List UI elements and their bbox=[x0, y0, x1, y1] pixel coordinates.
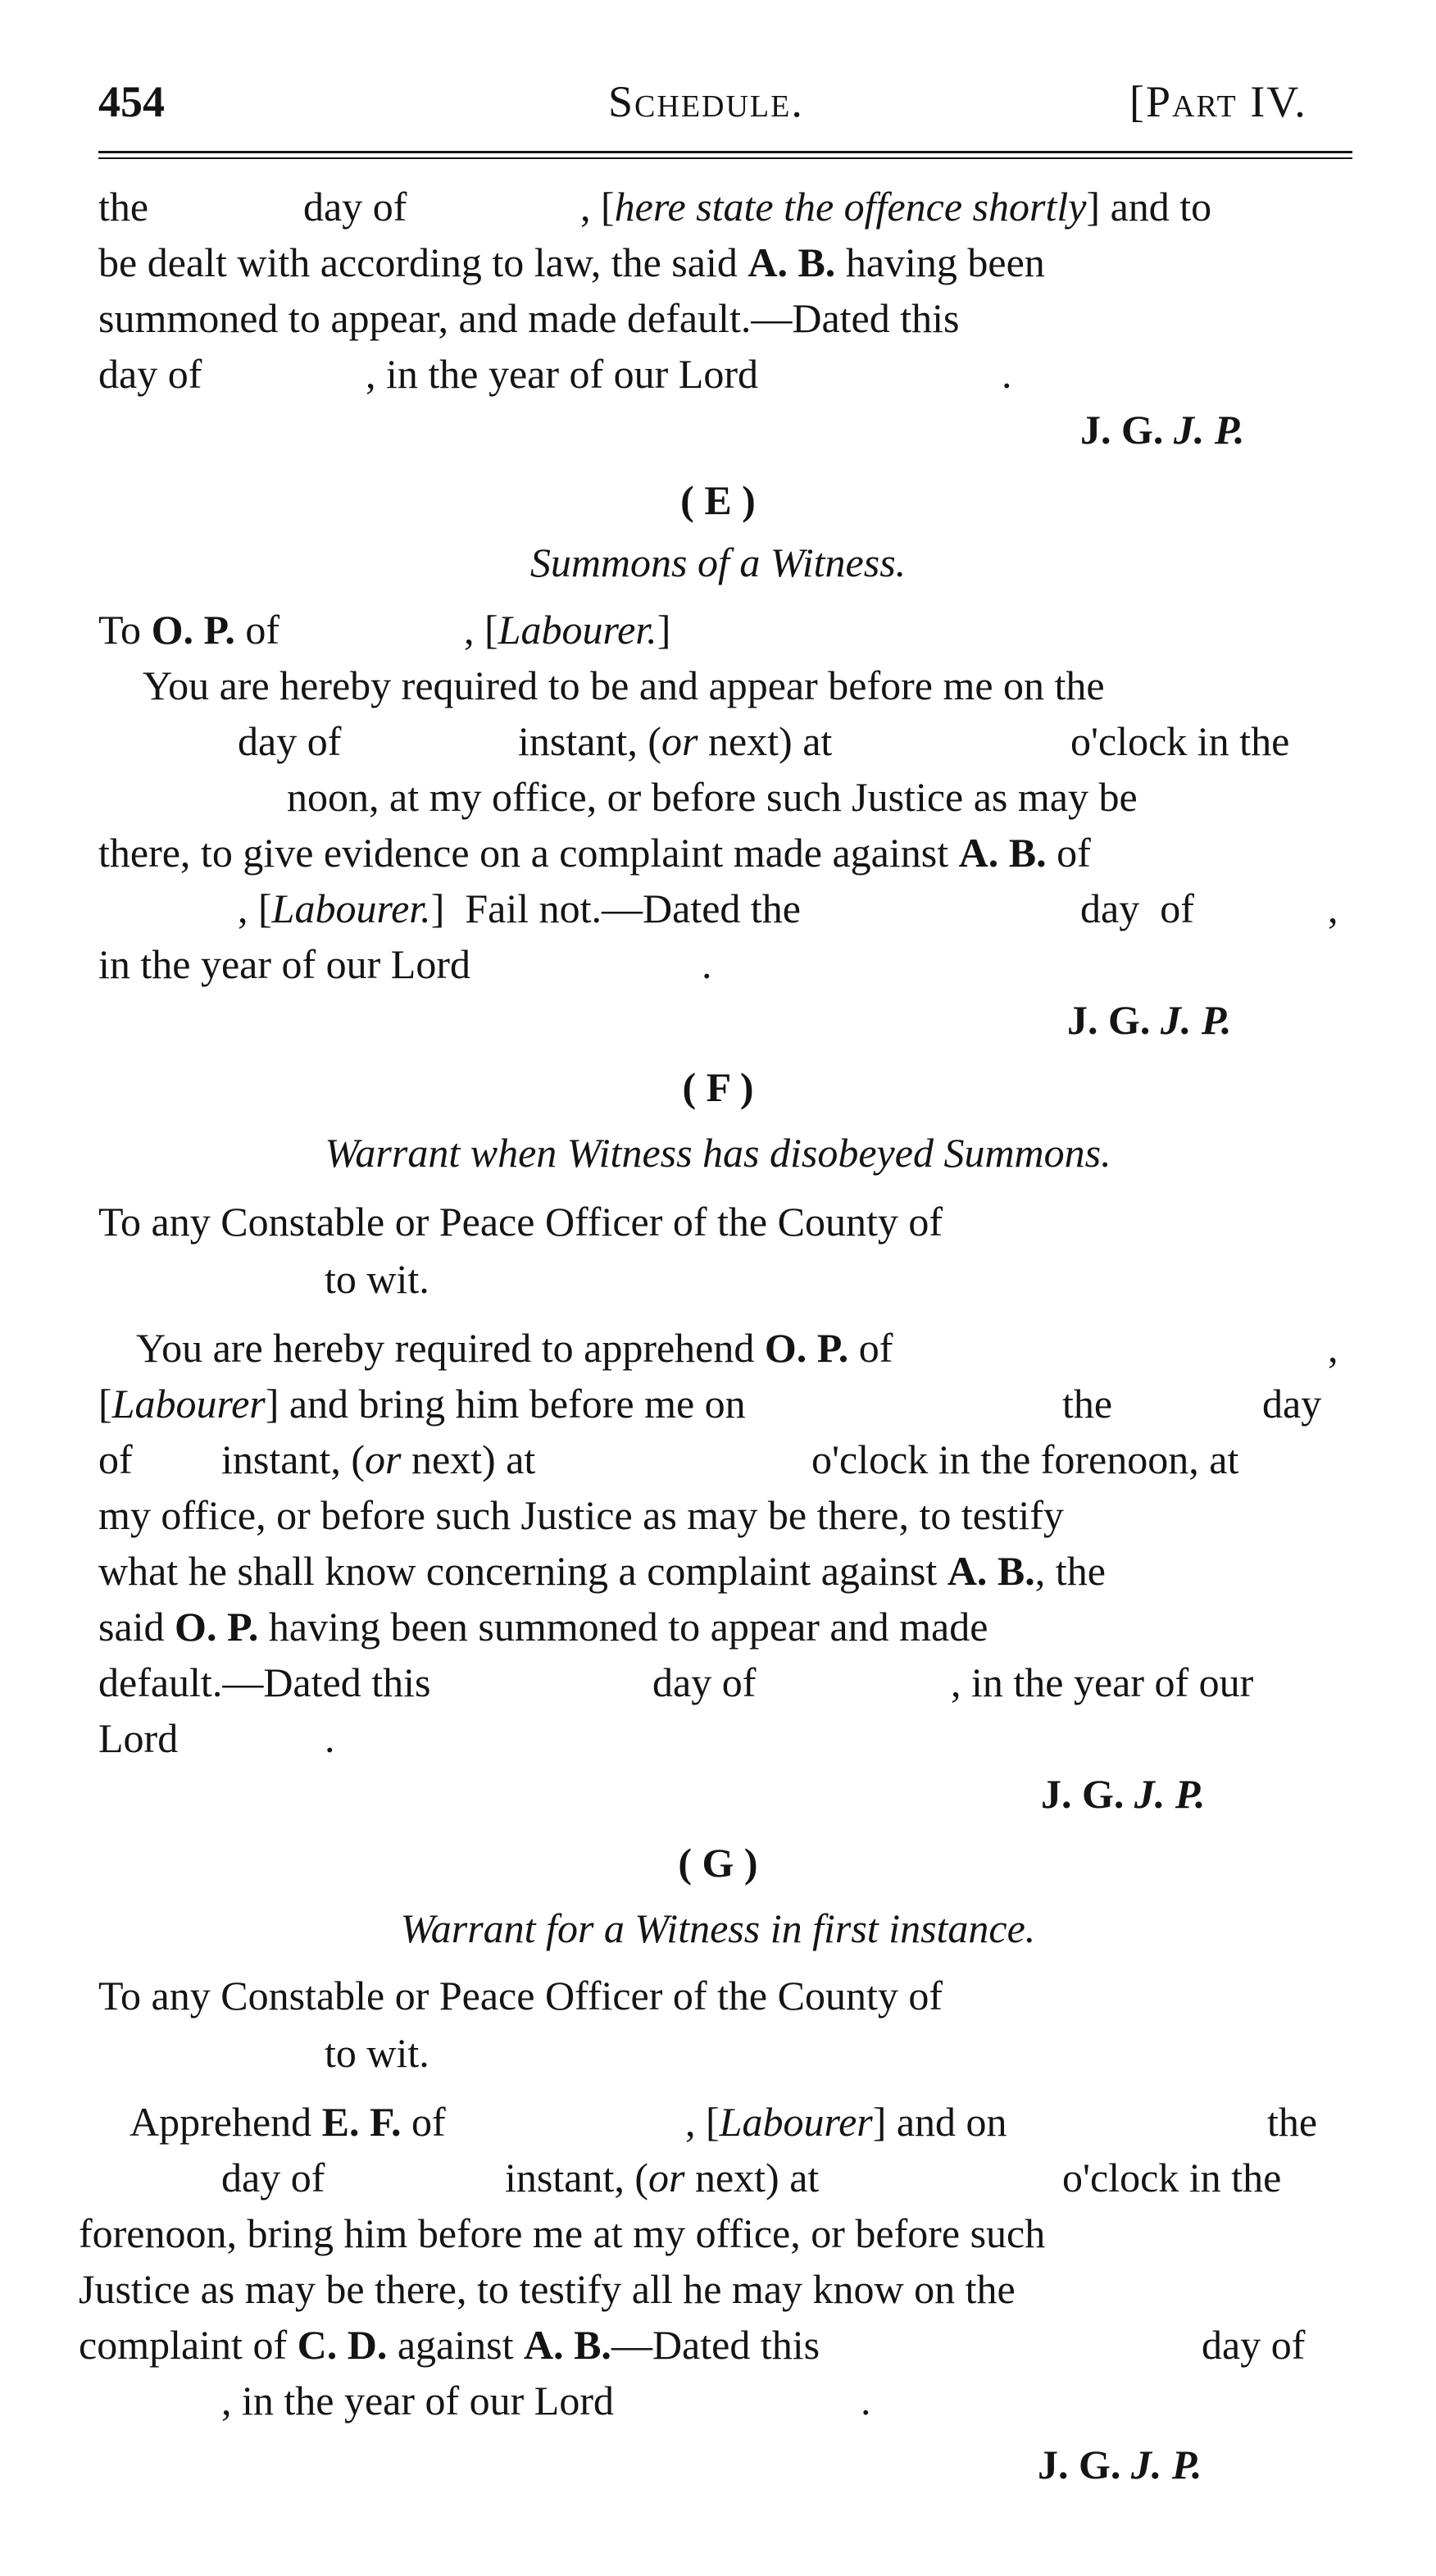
form-f-signature bbox=[1041, 1769, 1206, 1818]
continuation-signature bbox=[1080, 405, 1245, 454]
form-f-heading: Warrant when Witness has disobeyed Summons. bbox=[325, 1130, 1111, 1176]
form-g-line-6: , in the year of our Lord bbox=[221, 2378, 615, 2424]
text: day of bbox=[303, 184, 407, 230]
sig-initials: J. G. bbox=[1038, 2442, 1131, 2487]
party-name: A. B. bbox=[748, 239, 836, 285]
header-rule-top bbox=[98, 151, 1352, 153]
italic-text: or bbox=[364, 1436, 402, 1482]
text: next) at bbox=[401, 1436, 536, 1482]
form-e-line-5e: , bbox=[1328, 885, 1338, 931]
form-g-to: To any Constable or Peace Officer of the County of bbox=[98, 1973, 943, 2018]
form-e-signature bbox=[1067, 995, 1232, 1045]
text: —Dated this bbox=[611, 2322, 820, 2368]
text: ] and to bbox=[1086, 184, 1212, 230]
form-g-line-1g: the bbox=[1267, 2099, 1318, 2145]
form-f-line-2 bbox=[98, 1379, 746, 1428]
party-name: O. P. bbox=[175, 1604, 259, 1650]
form-e-line-6b: . bbox=[702, 941, 712, 987]
form-e-to-b bbox=[464, 605, 670, 654]
italic-text: Labourer. bbox=[271, 885, 431, 931]
form-g-line-1d bbox=[685, 2097, 1007, 2146]
text: ] Fail not.—Dated the bbox=[430, 885, 801, 931]
party-name: A. B. bbox=[958, 830, 1047, 876]
text: next) at bbox=[698, 718, 833, 764]
text: instant, ( bbox=[505, 2155, 648, 2201]
form-g-line-2b bbox=[505, 2153, 819, 2202]
text: ] and bring him before me on bbox=[265, 1381, 746, 1427]
party-name: A. B. bbox=[947, 1548, 1035, 1594]
form-g-line-2a: day of bbox=[221, 2155, 325, 2201]
form-g-line-3: forenoon, bring him before me at my office, or before such bbox=[79, 2210, 1046, 2256]
form-e-to bbox=[98, 605, 279, 654]
italic-text: Labourer. bbox=[498, 607, 657, 653]
text: Apprehend bbox=[130, 2099, 322, 2145]
text: having been bbox=[835, 239, 1045, 285]
form-e-line-1: You are hereby required to be and appear before me on the bbox=[143, 662, 1105, 708]
continuation-line-4c: . bbox=[1002, 351, 1012, 397]
italic-text: here state the offence shortly bbox=[614, 184, 1087, 230]
continuation-line-4a: day of bbox=[98, 351, 202, 397]
italic-text: or bbox=[661, 718, 698, 764]
form-f-line-3a: of bbox=[98, 1436, 133, 1482]
form-f-to: To any Constable or Peace Officer of the County of bbox=[98, 1199, 943, 1245]
text: there, to give evidence on a complaint made against bbox=[98, 830, 959, 876]
party-name: A. B. bbox=[523, 2322, 611, 2368]
form-e-line-2e: o'clock in the bbox=[1070, 718, 1290, 764]
text: be dealt with according to law, the said bbox=[98, 239, 748, 285]
form-f-letter: ( F ) bbox=[682, 1064, 754, 1110]
form-e-letter: ( E ) bbox=[680, 477, 756, 523]
sig-title: J. P. bbox=[1160, 997, 1232, 1043]
form-g-letter: ( G ) bbox=[678, 1840, 758, 1886]
text: of bbox=[234, 607, 280, 653]
form-f-line-2d: the bbox=[1062, 1381, 1113, 1427]
sig-title: J. P. bbox=[1173, 407, 1245, 453]
text: , [ bbox=[685, 2099, 720, 2145]
form-e-heading: Summons of a Witness. bbox=[529, 539, 907, 585]
text: said bbox=[98, 1604, 175, 1650]
party-name: O. P. bbox=[764, 1325, 849, 1371]
italic-text: or bbox=[648, 2155, 685, 2201]
sig-title: J. P. bbox=[1130, 2442, 1202, 2487]
continuation-line-1 bbox=[98, 182, 148, 231]
text: , [ bbox=[238, 885, 272, 931]
form-e-line-2b bbox=[518, 717, 832, 766]
form-g-line-6b: . bbox=[861, 2378, 871, 2424]
sig-initials: J. G. bbox=[1041, 1771, 1134, 1817]
form-f-line-2e: day bbox=[1262, 1381, 1322, 1427]
form-g-signature bbox=[1038, 2440, 1202, 2489]
form-e-line-6a: in the year of our Lord bbox=[98, 941, 471, 987]
continuation-line-3: summoned to appear, and made default.—Dated this bbox=[98, 295, 960, 341]
form-e-line-4 bbox=[98, 828, 1091, 877]
party-name: C. D. bbox=[297, 2322, 388, 2368]
form-f-line-8a: Lord bbox=[98, 1715, 179, 1761]
form-f-line-3e: o'clock in the forenoon, at bbox=[811, 1436, 1239, 1482]
text: against bbox=[387, 2322, 524, 2368]
sig-title: J. P. bbox=[1134, 1771, 1206, 1817]
form-f-line-5 bbox=[98, 1546, 1106, 1595]
form-f-line-7b: day of bbox=[652, 1659, 757, 1705]
form-f-line-4: my office, or before such Justice as may be there, to testify bbox=[98, 1492, 1064, 1538]
form-f-line-3b bbox=[221, 1435, 535, 1484]
part-label: [Part IV. bbox=[1129, 77, 1307, 126]
party-name: E. F. bbox=[321, 2099, 402, 2145]
form-e-line-3: noon, at my office, or before such Justice as may be bbox=[287, 774, 1138, 820]
form-g-line-2e: o'clock in the bbox=[1062, 2155, 1282, 2201]
form-f-line-1d: , bbox=[1328, 1325, 1338, 1371]
text: instant, ( bbox=[221, 1436, 365, 1482]
continuation-line-1b bbox=[303, 182, 407, 231]
text: ] bbox=[657, 607, 671, 653]
form-e-line-2a: day of bbox=[238, 718, 342, 764]
text: the bbox=[98, 184, 149, 230]
text: next) at bbox=[684, 2155, 820, 2201]
form-g-line-1 bbox=[130, 2097, 446, 2146]
continuation-line-1c bbox=[580, 182, 1211, 231]
page-number: 454 bbox=[98, 77, 165, 126]
form-g-line-5f: day of bbox=[1202, 2322, 1306, 2368]
form-g-line-5 bbox=[79, 2320, 820, 2369]
form-g-to-wit: to wit. bbox=[325, 2030, 429, 2076]
text: of bbox=[848, 1325, 893, 1371]
form-e-line-5 bbox=[238, 884, 801, 933]
italic-text: Labourer bbox=[719, 2099, 873, 2145]
running-title: Schedule. bbox=[608, 77, 804, 126]
form-f-line-8b: . bbox=[325, 1715, 335, 1761]
form-f-to-wit: to wit. bbox=[325, 1256, 429, 1302]
form-f-line-6 bbox=[98, 1602, 988, 1651]
text: having been summoned to appear and made bbox=[258, 1604, 988, 1650]
text: To bbox=[98, 607, 152, 653]
text: , [ bbox=[464, 607, 498, 653]
text: of bbox=[1046, 830, 1091, 876]
text: [ bbox=[98, 1381, 112, 1427]
sig-initials: J. G. bbox=[1067, 997, 1161, 1043]
text: ] and on bbox=[872, 2099, 1007, 2145]
form-e-line-5d: day of bbox=[1080, 885, 1194, 931]
form-f-line-7a: default.—Dated this bbox=[98, 1659, 431, 1705]
continuation-line-2 bbox=[98, 238, 1045, 287]
italic-text: Labourer bbox=[111, 1381, 266, 1427]
header-rule-bottom bbox=[98, 157, 1352, 159]
text: , the bbox=[1034, 1548, 1106, 1594]
text: instant, ( bbox=[518, 718, 661, 764]
text: You are hereby required to apprehend bbox=[136, 1325, 765, 1371]
form-f-line-7c: , in the year of our bbox=[951, 1659, 1254, 1705]
text: , [ bbox=[580, 184, 615, 230]
party-name: O. P. bbox=[151, 607, 235, 653]
text: of bbox=[401, 2099, 446, 2145]
continuation-line-4b: , in the year of our Lord bbox=[366, 351, 759, 397]
form-g-line-4: Justice as may be there, to testify all he may know on the bbox=[79, 2266, 1016, 2312]
sig-initials: J. G. bbox=[1080, 407, 1174, 453]
text: what he shall know concerning a complaint against bbox=[98, 1548, 947, 1594]
form-f-line-1 bbox=[136, 1323, 893, 1372]
text: complaint of bbox=[79, 2322, 298, 2368]
form-g-heading: Warrant for a Witness in first instance. bbox=[400, 1905, 1036, 1951]
